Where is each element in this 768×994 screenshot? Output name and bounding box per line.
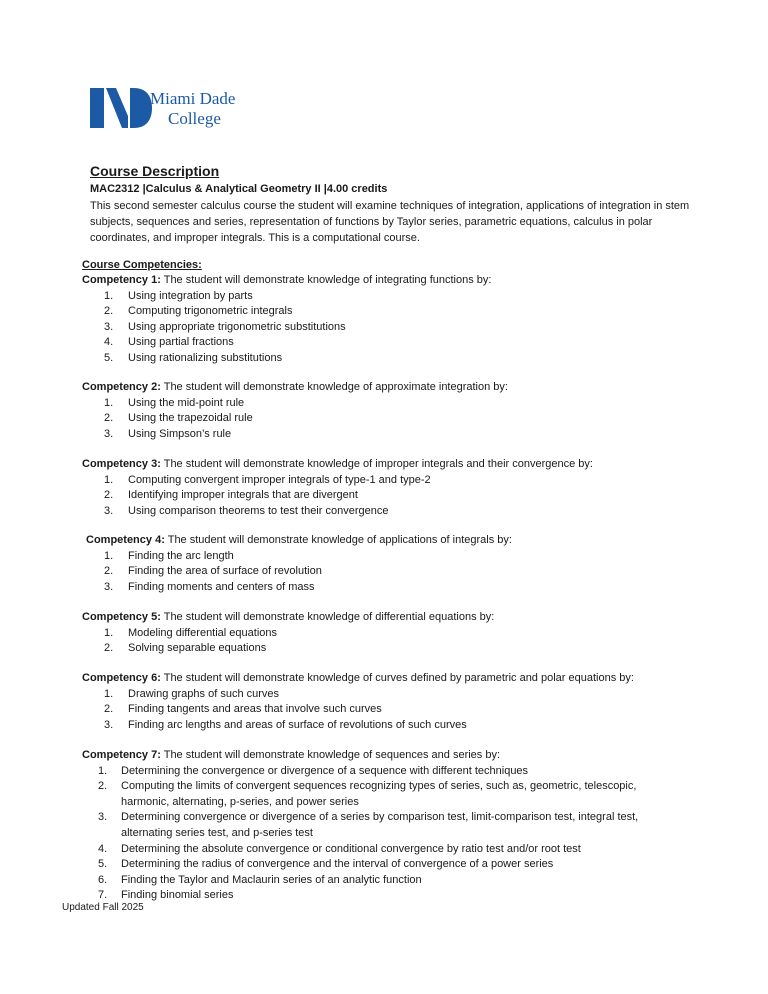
updated-note: Updated Fall 2025 xyxy=(62,902,144,913)
competency-text: The student will demonstrate knowledge of improper integrals and their convergence by: xyxy=(163,458,593,470)
competency-label: Competency 6: xyxy=(82,672,161,684)
list-item: 2. Solving separable equations xyxy=(104,642,267,655)
list-item: 3. Using appropriate trigonometric substitutions xyxy=(104,320,346,333)
competency-label: Competency 5: xyxy=(82,611,161,623)
competency-3 xyxy=(82,457,593,519)
course-code: MAC2312 |Calculus & Analytical Geometry II |4.00 credits xyxy=(90,183,388,195)
competency-text: The student will demonstrate knowledge of sequences and series by: xyxy=(163,749,501,761)
competency-label: Competency 2: xyxy=(82,381,161,393)
list-item: 1. Finding the arc length xyxy=(104,549,234,562)
competency-4 xyxy=(86,533,512,595)
list-item: 3. Using comparison theorems to test their convergence xyxy=(104,504,389,517)
competency-2 xyxy=(82,380,508,442)
list-item: 2. Finding the area of surface of revolution xyxy=(104,565,322,578)
list-item: 3. Finding moments and centers of mass xyxy=(104,580,315,593)
list-item: 4. Using partial fractions xyxy=(104,336,234,349)
list-item: 6. Finding the Taylor and Maclaurin series of an analytic function xyxy=(98,873,422,886)
competency-6 xyxy=(82,671,634,733)
competency-label: Competency 7: xyxy=(82,749,161,761)
competency-text: The student will demonstrate knowledge of applications of integrals by: xyxy=(167,534,512,546)
competency-text: The student will demonstrate knowledge of differential equations by: xyxy=(163,611,495,623)
list-item: 5. Using rationalizing substitutions xyxy=(104,351,283,364)
list-item: 1. Determining the convergence or divergence of a sequence with different techniques xyxy=(98,764,529,777)
list-item: 1. Using integration by parts xyxy=(104,289,253,302)
list-item: 5. Determining the radius of convergence and the interval of convergence of a power series xyxy=(98,858,554,871)
course-description: This second semester calculus course the student will examine techniques of integration, applications of integration in stem subjects, sequences and series, representation of functions by Taylor series, parametric equations, calculus in polar coordinates, and improper integrals. This is a computational course. xyxy=(90,200,690,244)
logo-graphic xyxy=(90,86,250,130)
competency-7 xyxy=(82,748,681,904)
competency-text: The student will demonstrate knowledge of integrating functions by: xyxy=(163,274,492,286)
list-item: 3. Determining convergence or divergence of a series by comparison test, limit-comparison test, integral test, alternating series test, and p-series test xyxy=(98,811,639,839)
competency-text: The student will demonstrate knowledge of approximate integration by: xyxy=(163,381,508,393)
list-item: 2. Computing trigonometric integrals xyxy=(104,305,293,318)
competencies-title: Course Competencies: xyxy=(82,259,202,271)
competency-label: Competency 4: xyxy=(86,534,165,546)
list-item: 3. Finding arc lengths and areas of surface of revolutions of such curves xyxy=(104,718,467,731)
list-item: 4. Determining the absolute convergence or conditional convergence by ratio test and/or root test xyxy=(98,842,581,855)
competency-label: Competency 3: xyxy=(82,458,161,470)
logo-line1: Miami Dade xyxy=(150,89,236,108)
list-item: 1. Modeling differential equations xyxy=(104,626,278,639)
list-item: 2. Using the trapezoidal rule xyxy=(104,412,253,425)
list-item: 1. Drawing graphs of such curves xyxy=(104,687,280,700)
list-item: 2. Finding tangents and areas that involve such curves xyxy=(104,703,382,716)
competency-label: Competency 1: xyxy=(82,274,161,286)
competency-5 xyxy=(82,610,494,657)
page-title: Course Description xyxy=(90,163,220,179)
list-item: 1. Computing convergent improper integrals of type-1 and type-2 xyxy=(104,473,431,486)
college-logo xyxy=(90,86,250,130)
list-item: 1. Using the mid-point rule xyxy=(104,396,245,409)
competency-text: The student will demonstrate knowledge of curves defined by parametric and polar equations by: xyxy=(163,672,634,684)
competency-1 xyxy=(82,273,491,367)
list-item: 3. Using Simpson’s rule xyxy=(104,427,232,440)
list-item: 7. Finding binomial series xyxy=(98,889,234,902)
list-item: 2. Identifying improper integrals that are divergent xyxy=(104,489,358,502)
list-item: 2. Computing the limits of convergent sequences recognizing types of series, such as, geometric, telescopic, harmonic, alternating, p-series, and power series xyxy=(98,780,637,808)
logo-line2: College xyxy=(168,109,221,128)
